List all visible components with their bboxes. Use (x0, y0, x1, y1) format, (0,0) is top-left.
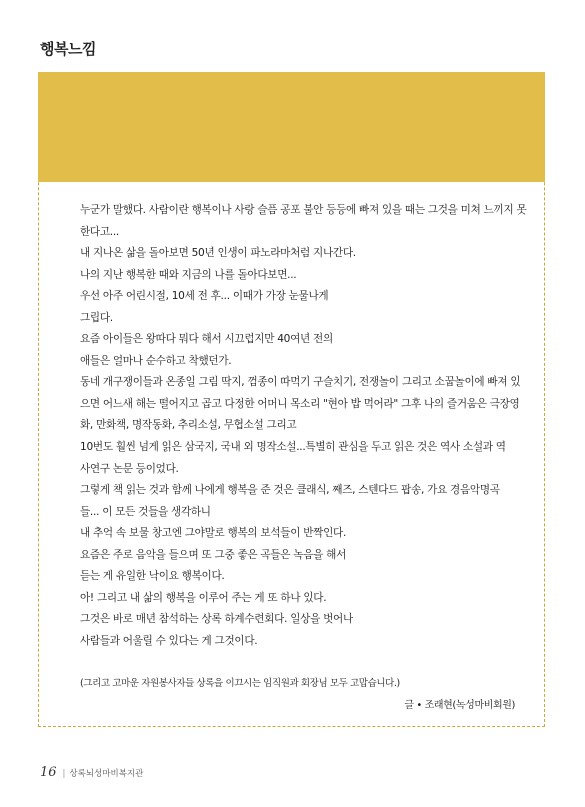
article-line: 으면 어느새 해는 떨어지고 곱고 다정한 어머니 목소리 "현아 밥 먹어라" 그후 나의 즐거움은 극장영 (80, 397, 520, 410)
article-line: 그것은 바로 매년 참석하는 상록 하계수련회다. 일상을 벗어나 (80, 613, 353, 626)
article-line: 아! 그리고 내 삶의 행복을 이루어 주는 게 또 하나 있다. (80, 591, 327, 604)
page-number: 16 (40, 765, 57, 780)
footer-separator: | (62, 769, 66, 779)
article-line: 듣는 게 유일한 낙이요 행복이다. (80, 570, 225, 583)
article-line: 애들은 얼마나 순수하고 착했던가. (80, 354, 232, 367)
page-footer (40, 765, 143, 780)
article-line: 내 추억 속 보물 창고엔 그야말로 행복의 보석들이 반짝인다. (80, 527, 347, 540)
article-body (80, 200, 527, 652)
article-note: (그리고 고마운 자원봉사자들 상록을 이끄시는 임직원과 회장님 모두 고맙습니다.) (80, 678, 400, 689)
article-line: 10번도 훨씬 넘게 읽은 삼국지, 국내 외 명작소설...특별히 관심을 두고 읽은 것은 역사 소설과 역 (80, 441, 506, 454)
article-line: 나의 지난 행복한 때와 지금의 나를 돌아다보면... (80, 268, 297, 281)
header-band (38, 72, 545, 182)
article-line: 들... 이 모든 것들을 생각하니 (80, 505, 211, 518)
article-line: 요즘은 주로 음악을 들으며 또 그중 좋은 곡들은 녹음을 해서 (80, 548, 347, 561)
article-line: 사연구 논문 등이었다. (80, 462, 179, 475)
article-line: 그립다. (80, 311, 113, 324)
article-line: 동네 개구쟁이들과 온종일 그림 딱지, 껌종이 따먹기 구슬치기, 전쟁놀이 그리고 소꿉놀이에 빠져 있 (80, 376, 521, 389)
article-line: 한다고... (80, 225, 120, 238)
article-line: 내 지나온 삶을 돌아보면 50년 인생이 파노라마처럼 지나간다. (80, 247, 356, 260)
article-line: 누군가 말했다. 사람이란 행복이나 사랑 슬픔 공포 불안 등등에 빠져 있을 때는 그것을 미쳐 느끼지 못 (80, 204, 527, 216)
section-title: 행복느낌 (40, 40, 96, 58)
article-line: 화, 만화책, 명작동화, 추리소설, 무협소설 그리고 (80, 419, 297, 432)
article-line: 요즘 아이들은 왕따다 뭐다 해서 시끄럽지만 40여년 전의 (80, 333, 333, 346)
article-line: 그렇게 책 읽는 것과 함께 나에게 행복을 준 것은 클래식, 째즈, 스텐다드 팝송, 가요 경음악명곡 (80, 484, 500, 497)
article-line: 우선 아주 어린시절, 10세 전 후... 이때가 가장 눈물나게 (80, 290, 329, 303)
author-credit: 글 • 조래현(녹성마비회원) (404, 700, 515, 711)
publication-name: 상록뇌성마비복지관 (69, 769, 144, 779)
article-line: 사람들과 어울릴 수 있다는 게 그것이다. (80, 634, 258, 647)
